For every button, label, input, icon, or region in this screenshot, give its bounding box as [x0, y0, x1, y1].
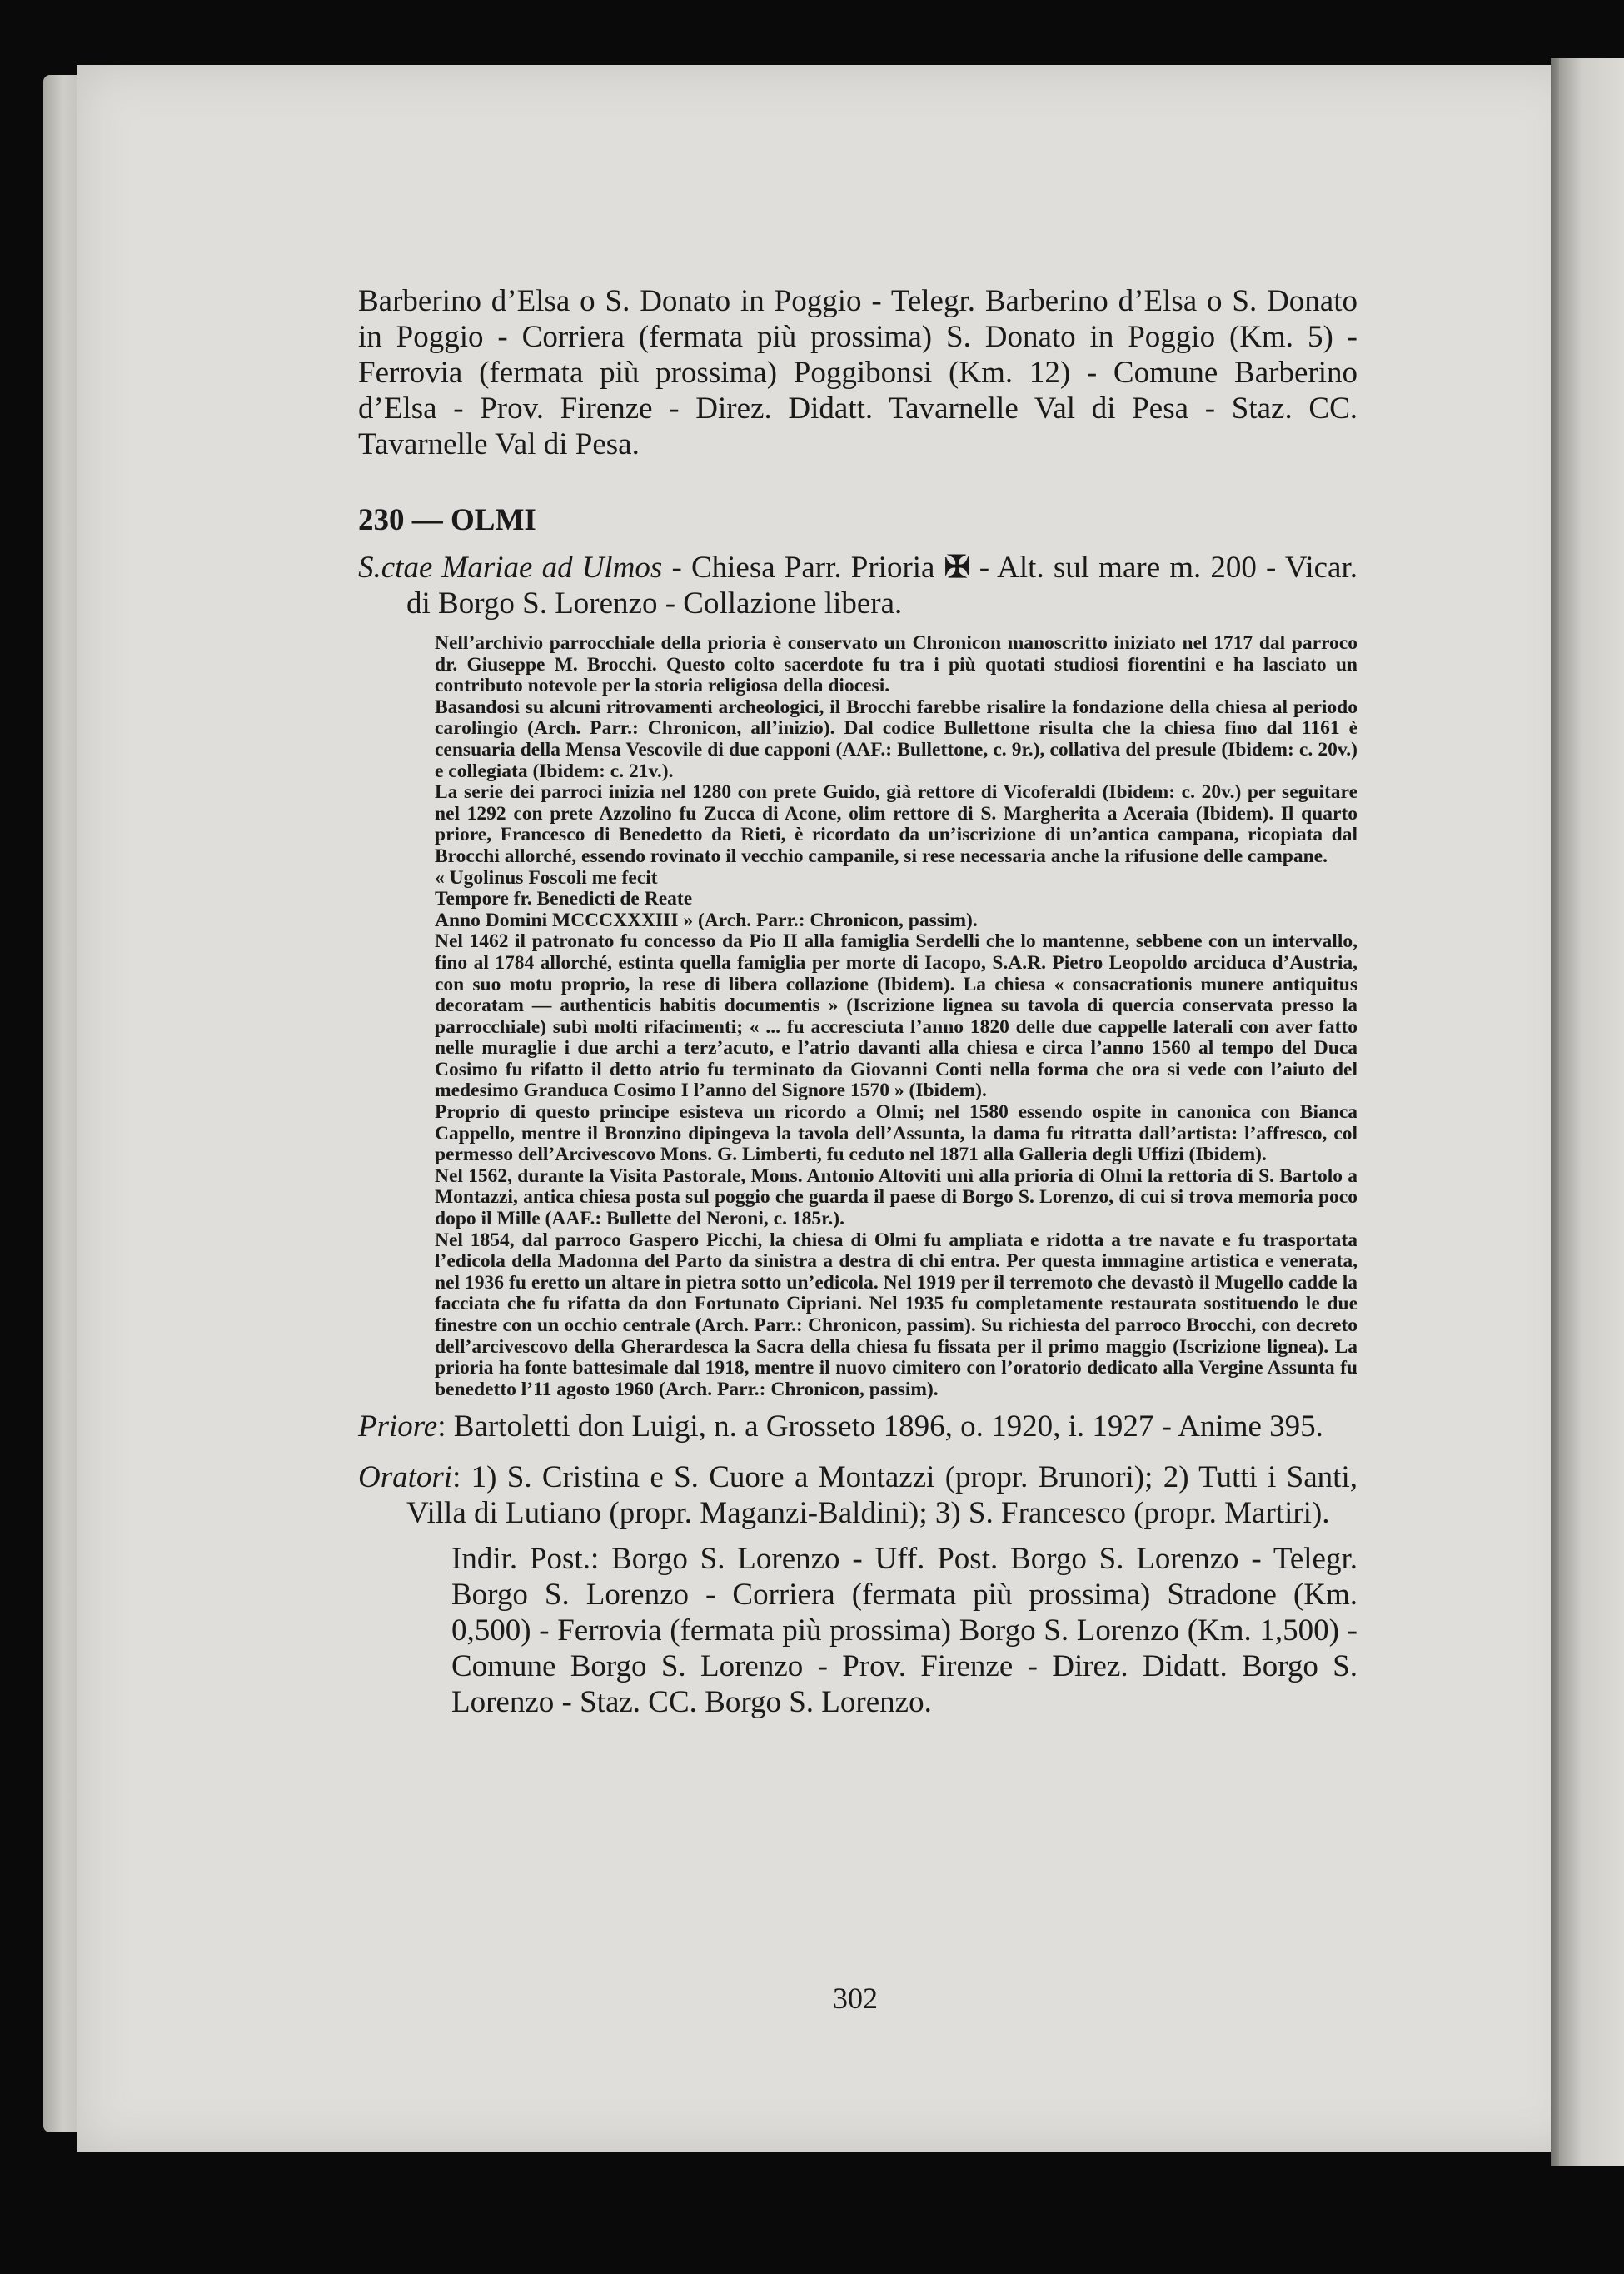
history-paragraph: La serie dei parroci inizia nel 1280 con prete Guido, già rettore di Vicoferaldi (Ibidem: c. 20v.) per seguitare nel 1292 con prete Azzolino fu Zucca di Acone, olim rettore di S. Margherita a Aceraia (Ibidem). Il quarto priore, Francesco di Benedetto da Rieti, è ricordato da un’iscrizione di un’antica campana, ricopiata dal Brocchi allorché, essendo rovinato il vecchio campanile, si rese necessaria anche la rifusione delle campane. [435, 781, 1357, 867]
history-paragraph: Nel 1562, durante la Visita Pastorale, Mons. Antonio Altoviti unì alla prioria di Olmi la rettoria di S. Bartolo a Montazzi, antica chiesa posta sul poggio che guarda il paese di Borgo S. Lorenzo, di cui si trova memoria poco dopo il Mille (AAF.: Bullette del Neroni, c. 185r.). [435, 1164, 1357, 1230]
postal-address: Indir. Post.: Borgo S. Lorenzo - Uff. Post. Borgo S. Lorenzo - Telegr. Borgo S. Lorenzo - Corriera (fermata più prossima) Stradone (Km. 0,500) - Ferrovia (fermata più prossima) Borgo S. Lorenzo (Km. 1,500) - Comune Borgo S. Lorenzo - Prov. Firenze - Direz. Didatt. Borgo S. Lorenzo - Staz. CC. Borgo S. Lorenzo. [451, 1542, 1357, 1720]
church-type: - Chiesa Parr. Prioria [662, 551, 944, 585]
priore-text: : Bartoletti don Luigi, n. a Grosseto 1896, o. 1920, i. 1927 - Anime 395. [437, 1409, 1323, 1444]
facing-page-edge [1559, 58, 1624, 2166]
oratori-text: : 1) S. Cristina e S. Cuore a Montazzi (propr. Brunori); 2) Tutti i Santi, Villa di Lutiano (propr. Maganzi-Baldini); 3) S. Francesco (propr. Martiri). [406, 1460, 1357, 1531]
page-number: 302 [833, 1982, 878, 2015]
history-paragraph: Basandosi su alcuni ritrovamenti archeologici, il Brocchi farebbe risalire la fondazione della chiesa al periodo carolingio (Arch. Parr.: Chronicon, all’inizio). Dal codice Bullettone risulta che la chiesa fino dal 1161 è censuaria della Mensa Vescovile di due capponi (AAF.: Bullettone, c. 9r.), collativa del presule (Ibidem: c. 20v.) e collegiata (Ibidem: c. 21v.). [435, 696, 1357, 782]
section-heading: 230 — OLMI [358, 503, 536, 537]
inscription-line: Anno Domini MCCCXXXIII » (Arch. Parr.: Chronicon, passim). [435, 909, 978, 931]
inscription-line: « Ugolinus Foscoli me fecit [435, 866, 658, 889]
history-paragraph: Nel 1854, dal parroco Gaspero Picchi, la chiesa di Olmi fu ampliata e ridotta a tre navate e fu trasportata l’edicola della Madonna del Parto da sinistra a destra di chi entra. Per questa immagine artistica e venerata, nel 1936 fu eretto un altare in pietra sotto un’edicola. Nel 1919 per il terremoto che devastò il Mugello cadde la facciata che fu rifatta da don Fortunato Cipriani. Nel 1935 fu completamente restaurata sostituendo le due finestre con un occhio centrale (Arch. Parr.: Chronicon, passim). Su richiesta del parroco Brocchi, con decreto dell’arcivescovo della Gherardesca la Sacra della chiesa fu fissata per il primo maggio (Iscrizione lignea). La prioria ha fonte battesimale dal 1918, mentre il nuovo cimitero con l’oratorio dedicato alla Vergine Assunta fu benedetto l’11 agosto 1960 (Arch. Parr.: Chronicon, passim). [435, 1229, 1357, 1400]
history-paragraph: Proprio di questo principe esisteva un ricordo a Olmi; nel 1580 essendo ospite in canonica con Bianca Cappello, mentre il Bronzino dipingeva la tavola dell’Assunta, la dama fu ritratta dall’artista: l’affresco, col permesso dell’Arcivescovo Mons. G. Limberti, fu ceduto nel 1871 alla Galleria degli Uffizi (Ibidem). [435, 1101, 1357, 1166]
church-details: - Alt. sul mare m. 200 - Vicar. di Borgo S. Lorenzo - Collazione libera. [406, 551, 1357, 621]
priore-entry [358, 1409, 1357, 1444]
oratori-label: Oratori [358, 1460, 453, 1495]
church-title [358, 550, 1357, 621]
church-latin-name: S.ctae Mariae ad Ulmos [358, 551, 663, 585]
oratori-entry [358, 1459, 1357, 1531]
history-paragraph: Nell’archivio parrocchiale della prioria è conservato un Chronicon manoscritto iniziato nel 1717 dal parroco dr. Giuseppe M. Brocchi. Questo colto sacerdote fu tra i più quotati studiosi fiorentini e ha lasciato un contributo notevole per la storia religiosa della diocesi. [435, 632, 1357, 697]
previous-entry-address: Barberino d’Elsa o S. Donato in Poggio - Telegr. Barberino d’Elsa o S. Donato in Poggio - Corriera (fermata più prossima) S. Donato in Poggio (Km. 5) - Ferrovia (fermata più prossima) Poggibonsi (Km. 12) - Comune Barberino d’Elsa - Prov. Firenze - Direz. Didatt. Tavarnelle Val di Pesa - Staz. CC. Tavarnelle Val di Pesa. [358, 284, 1357, 461]
page-text [358, 283, 1357, 1720]
history-notes [435, 633, 1357, 1400]
history-paragraph: Nel 1462 il patronato fu concesso da Pio II alla famiglia Serdelli che lo mantenne, sebbene con un intervallo, fino al 1784 allorché, estinta quella famiglia per morte di Iacopo, S.A.R. Pietro Leopoldo arciduca d’Austria, con suo motu proprio, la rese di libera collazione (Ibidem). La chiesa « consacrationis munere antiquitus decoratam — authenticis habitis documentis » (Iscrizione lignea su tavola di quercia conservata presso la parrocchiale) subì molti rifacimenti; « ... fu accresciuta l’anno 1820 delle due cappelle laterali con aver fatto nelle muraglie i due archi a terz’acuto, e l’atrio davanti alla chiesa e circa l’anno 1560 al tempo del Duca Cosimo fu rifatto il detto atrio fu terminato da Giovanni Conti nella forma che ora si vede con l’aiuto del medesimo Granduca Cosimo I l’anno del Signore 1570 » (Ibidem). [435, 930, 1357, 1102]
priore-label: Priore [358, 1409, 438, 1444]
cross-icon: ✠ [944, 551, 970, 585]
inscription-line: Tempore fr. Benedicti de Reate [435, 888, 693, 910]
